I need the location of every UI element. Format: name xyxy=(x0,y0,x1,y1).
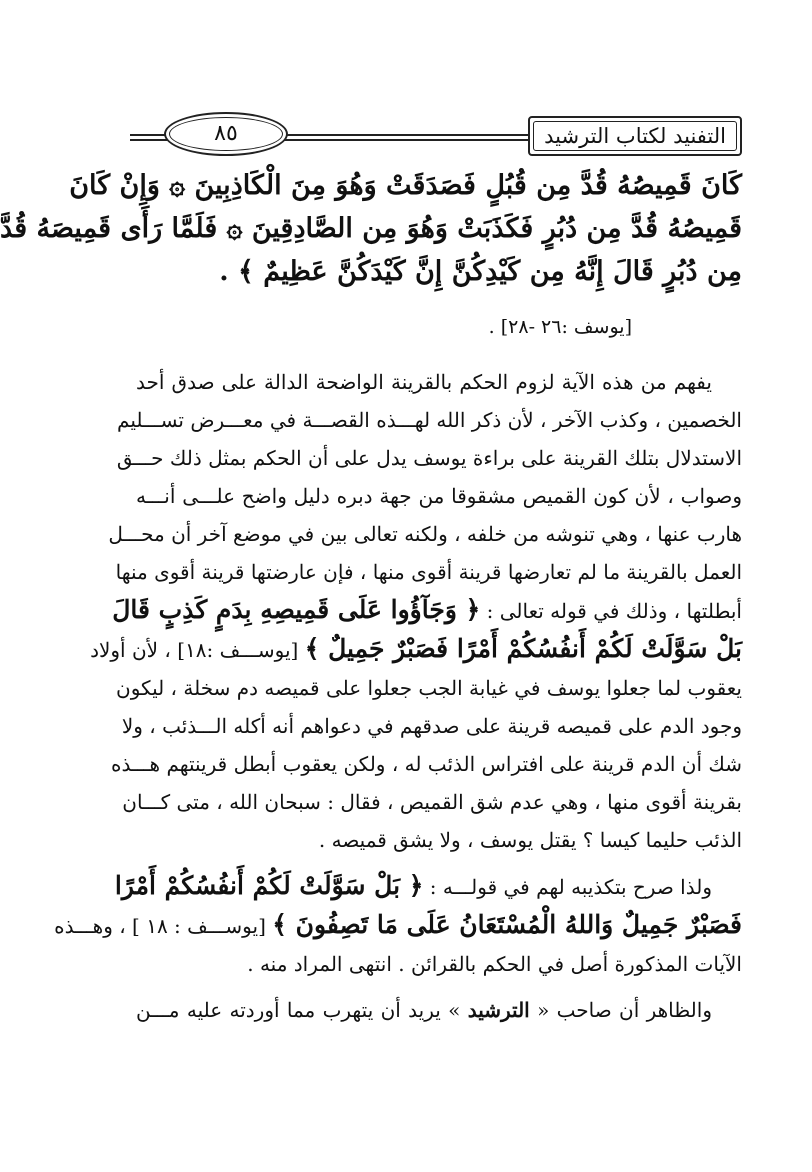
text-line: وجود الدم على قميصه قرينة على صدقهم في دعواهم أنه أكله الـــذئب ، ولا xyxy=(121,714,742,738)
text-line-with-verse xyxy=(90,630,742,669)
paragraph-1 xyxy=(90,363,742,859)
text-line: هارب عنها ، وهي تنوشه من خلفه ، ولكنه تعالى بين في موضع آخر أن محـــل xyxy=(108,522,742,546)
text-line: وصواب ، لأن كون القميص مشقوقا من جهة دبره دليل واضح علـــى أنـــه xyxy=(136,484,742,508)
verse-reference: [يوسف :٢٦ -٢٨] . xyxy=(488,316,632,338)
text-line: العمل بالقرينة ما لم تعارضها قرينة أقوى منها ، فإن عارضتها قرينة أقوى منها xyxy=(115,560,742,584)
page-number: ٨٥ xyxy=(164,112,288,156)
running-title: التفنيد لكتاب الترشيد xyxy=(528,116,742,156)
quran-quote: بَلْ سَوَّلَتْ لَكُمْ أَنفُسُكُمْ أَمْرًا فَصَبْرٌ جَمِيلٌ ﴾ xyxy=(304,634,742,663)
page-body xyxy=(0,164,742,1029)
text-line-with-verse xyxy=(112,591,742,630)
text-line-with-verse xyxy=(54,906,742,945)
page-header xyxy=(130,112,742,158)
text-line: الخصمين ، وكذب الآخر ، لأن ذكر الله لهـــذه القصـــة في معـــرض تســـليم xyxy=(117,408,742,432)
quran-quote: فَصَبْرٌ جَمِيلٌ وَاللهُ الْمُسْتَعَانُ عَلَى مَا تَصِفُونَ ﴾ xyxy=(272,910,742,939)
text-line: يفهم من هذه الآية لزوم الحكم بالقرينة الواضحة الدالة على صدق أحد xyxy=(136,370,712,394)
paragraph-2 xyxy=(54,867,742,983)
text-line: الاستدلال بتلك القرينة على براءة يوسف يدل على أن الحكم بمثل ذلك حـــق xyxy=(116,446,742,470)
text-line-with-verse xyxy=(114,867,742,906)
verse-line: مِن دُبُرٍ قَالَ إِنَّهُ مِن كَيْدِكُنَّ إِنَّ كَيْدَكُنَّ عَظِيمٌ ﴾ . xyxy=(219,256,742,287)
verse-line: كَانَ قَمِيصُهُ قُدَّ مِن قُبُلٍ فَصَدَقَتْ وَهُوَ مِنَ الْكَاذِبِينَ ۞ وَإِنْ كَانَ xyxy=(69,170,742,201)
text-line xyxy=(136,991,742,1029)
text-segment: [يوســـف : ١٨ ] ، وهـــذه xyxy=(54,914,266,938)
paragraph-3 xyxy=(136,991,742,1029)
text-line: يعقوب لما جعلوا يوسف في غيابة الجب جعلوا على قميصه دم سخلة ، ليكون xyxy=(116,676,742,700)
text-segment: والظاهر أن صاحب « xyxy=(537,998,712,1022)
text-line: الآيات المذكورة أصل في الحكم بالقرائن . انتهى المراد منه . xyxy=(247,952,742,976)
book-title-term: الترشيد xyxy=(467,998,530,1022)
text-line: بقرينة أقوى منها ، وهي عدم شق القميص ، فقال : سبحان الله ، متى كـــان xyxy=(122,790,742,814)
quran-quote: ﴿ بَلْ سَوَّلَتْ لَكُمْ أَنفُسُكُمْ أَمْرًا xyxy=(114,871,424,900)
text-segment: » يريد أن يتهرب مما أوردته عليه مـــن xyxy=(136,998,461,1022)
text-segment: أبطلتها ، وذلك في قوله تعالى : xyxy=(486,599,742,623)
verse-block xyxy=(0,164,742,345)
verse-line: قَمِيصُهُ قُدَّ مِن دُبُرٍ فَكَذَبَتْ وَهُوَ مِن الصَّادِقِينَ ۞ فَلَمَّا رَأَى قَمِيصَهُ قُدَّ xyxy=(0,213,742,244)
text-line: الذئب حليما كيسا ؟ يقتل يوسف ، ولا يشق قميصه . xyxy=(318,828,742,852)
quran-quote: ﴿ وَجَآؤُوا عَلَى قَمِيصِهِ بِدَمٍ كَذِبٍ قَالَ xyxy=(112,595,481,624)
text-segment: [يوســـف :١٨] ، لأن أولاد xyxy=(90,638,299,662)
text-segment: ولذا صرح بتكذيبه لهم في قولـــه : xyxy=(429,875,712,899)
text-line: شك أن الدم قرينة على افتراس الذئب له ، ولكن يعقوب أبطل قرينتهم هـــذه xyxy=(110,752,742,776)
